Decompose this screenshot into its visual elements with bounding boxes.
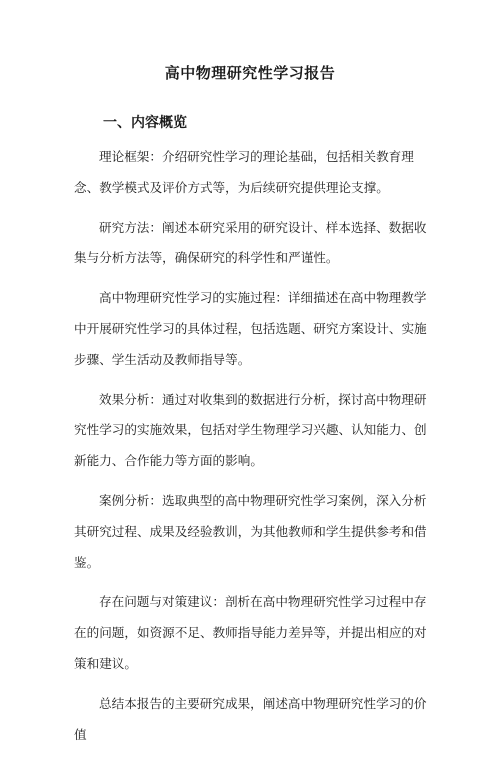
body-content <box>74 142 430 759</box>
paragraph-theory: 理论框架：介绍研究性学习的理论基础，包括相关教育理念、教学模式及评价方式等，为后续研究提供理论支撑。 <box>74 149 414 195</box>
section-heading: 一、内容概览 <box>103 115 187 131</box>
paragraph-methods: 研究方法：阐述本研究采用的研究设计、样本选择、数据收集与分析方法等，确保研究的科学性和严谨性。 <box>74 219 427 266</box>
paragraph-process: 高中物理研究性学习的实施过程：详细描述在高中物理教学中开展研究性学习的具体过程，包括选题、研究方案设计、实施步骤、学生活动及教师指导等。 <box>74 290 427 367</box>
paragraph-effects: 效果分析：通过对收集到的数据进行分析，探讨高中物理研究性学习的实施效果，包括对学生物理学习兴趣、认知能力、创新能力、合作能力等方面的影响。 <box>74 391 427 469</box>
page-title: 高中物理研究性学习报告 <box>164 64 336 82</box>
paragraph-case-study: 案例分析：选取典型的高中物理研究性学习案例，深入分析其研究过程、成果及经验教训，为其他教师和学生提供参考和借鉴。 <box>74 492 427 570</box>
paragraph-summary: 总结本报告的主要研究成果，阐述高中物理研究性学习的价值 <box>74 695 427 742</box>
paragraph-problems: 存在问题与对策建议：剖析在高中物理研究性学习过程中存在的问题，如资源不足、教师指导能力差异等，并提出相应的对策和建议。 <box>74 594 427 671</box>
